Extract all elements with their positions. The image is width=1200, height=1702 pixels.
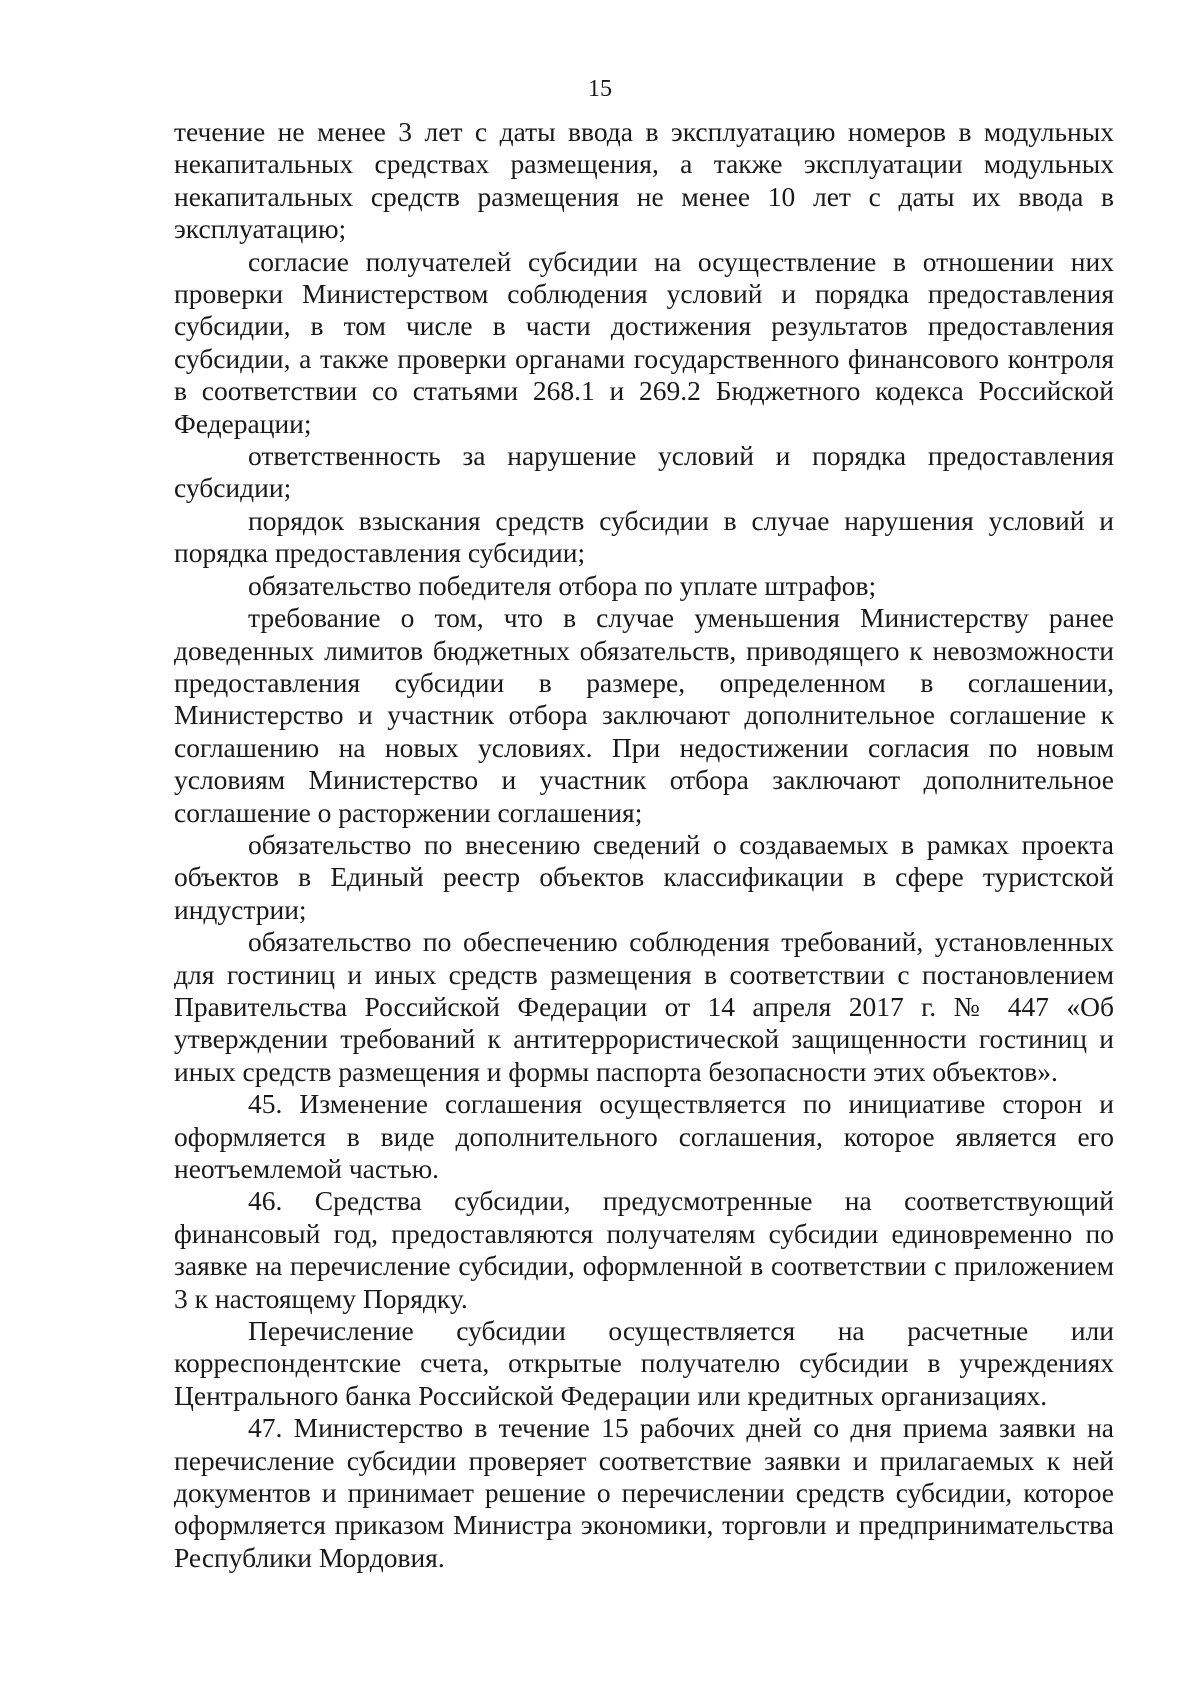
document-body: [174, 116, 1114, 1574]
paragraph-limits-reduction: требование о том, что в случае уменьшения Министерству ранее доведенных лимитов бюджетных обязательств, приводящего к невозможности предоставления субсидии в размере, определенном в соглашении, Министерство и участник отбора заключают дополнительное соглашение к соглашению на новых условиях. При недостижении согласия по новым условиям Министерство и участник отбора заключают дополнительное соглашение о расторжении соглашения;: [174, 602, 1114, 828]
paragraph-47: 47. Министерство в течение 15 рабочих дней со дня приема заявки на перечисление субсидии проверяет соответствие заявки и прилагаемых к ней документов и принимает решение о перечислении средств субсидии, которое оформляется приказом Министра экономики, торговли и предпринимательства Республики Мордовия.: [174, 1412, 1114, 1573]
paragraph-consent-inspection: согласие получателей субсидии на осуществление в отношении них проверки Министерством соблюдения условий и порядка предоставления субсидии, в том числе в части достижения результатов предоставления субсидии, а также проверки органами государственного финансового контроля в соответствии со статьями 268.1 и 269.2 Бюджетного кодекса Российской Федерации;: [174, 245, 1114, 439]
paragraph-45: 45. Изменение соглашения осуществляется по инициативе сторон и оформляется в виде дополнительного соглашения, которое является его неотъемлемой частью.: [174, 1088, 1114, 1184]
paragraph-security-requirements: обязательство по обеспечению соблюдения требований, установленных для гостиниц и иных средств размещения в соответствии с постановлением Правительства Российской Федерации от 14 апреля 2017 г. № 447 «Об утверждении требований к антитеррористической защищенности гостиниц и иных средств размещения и формы паспорта безопасности этих объектов».: [174, 926, 1114, 1087]
paragraph-responsibility: ответственность за нарушение условий и порядка предоставления субсидии;: [174, 440, 1114, 504]
paragraph-transfer-accounts: Перечисление субсидии осуществляется на расчетные или корреспондентские счета, открытые получателю субсидии в учреждениях Центрального банка Российской Федерации или кредитных организациях.: [174, 1315, 1114, 1411]
page-number: 15: [588, 76, 612, 102]
paragraph-registry-obligation: обязательство по внесению сведений о создаваемых в рамках проекта объектов в Единый реестр объектов классификации в сфере туристской индустрии;: [174, 828, 1114, 925]
paragraph-46: 46. Средства субсидии, предусмотренные на соответствующий финансовый год, предоставляются получателям субсидии единовременно по заявке на перечисление субсидии, оформленной в соответствии с приложением 3 к настоящему Порядку.: [174, 1185, 1114, 1314]
paragraph-recovery-procedure: порядок взыскания средств субсидии в случае нарушения условий и порядка предоставления субсидии;: [174, 504, 1114, 569]
paragraph-penalty-obligation: обязательство победителя отбора по уплате штрафов;: [248, 569, 877, 601]
paragraph-continuation: течение не менее 3 лет с даты ввода в эксплуатацию номеров в модульных некапитальных средствах размещения, а также эксплуатации модульных некапитальных средств размещения не менее 10 лет с даты их ввода в эксплуатацию;: [174, 116, 1114, 245]
